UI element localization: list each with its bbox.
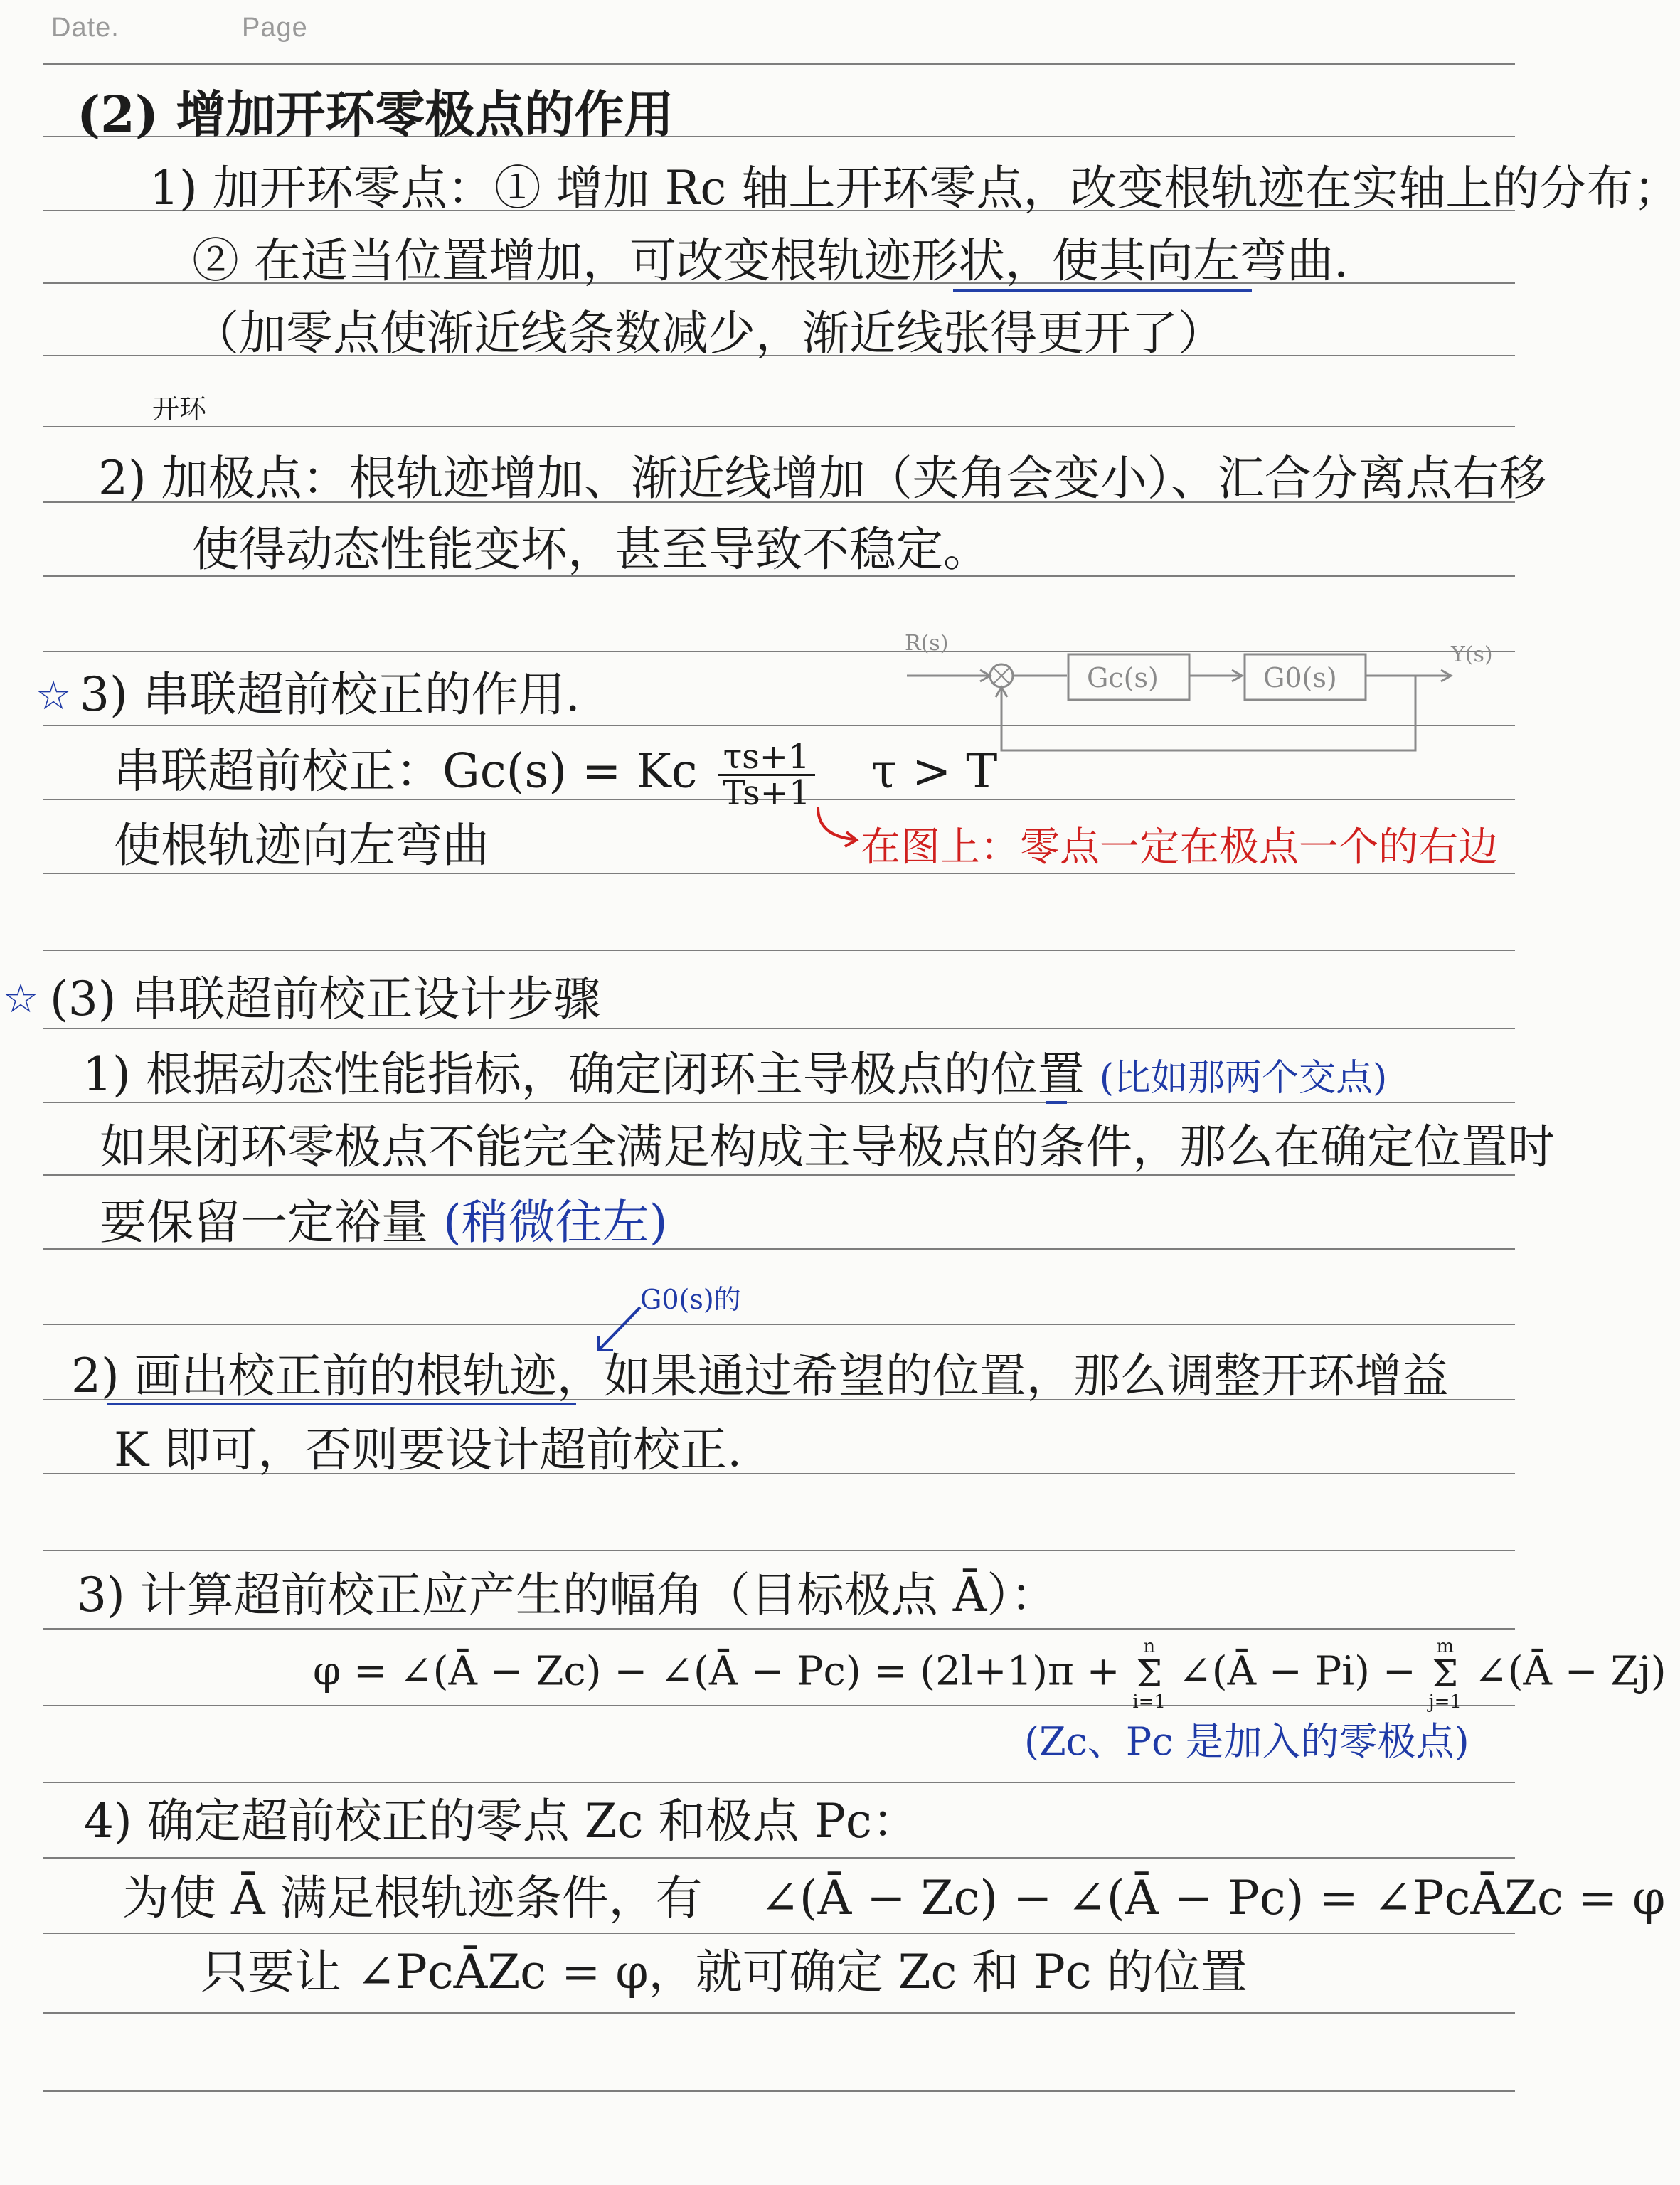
step1-line3	[100, 1195, 668, 1250]
section-3b-title: (3) 串联超前校正设计步骤	[50, 972, 601, 1026]
feedback-path	[1001, 676, 1415, 750]
item1-line2-a: ② 在适当位置增加，可改变根轨迹形状，	[192, 233, 1052, 288]
sum-m-bottom: j=1	[1428, 1691, 1462, 1713]
step1-line3-text: 要保留一定裕量	[100, 1195, 428, 1250]
step3-line1: 3) 计算超前校正应产生的幅角（目标极点 Ā）：	[77, 1568, 1058, 1622]
sum-n-top: n	[1143, 1636, 1156, 1657]
step2-line2: K 即可，否则要设计超前校正.	[114, 1423, 743, 1477]
fraction-denominator: Ts+1	[722, 773, 811, 813]
step3-equation	[313, 1637, 1666, 1711]
step1-line3-note: (稍微往左)	[442, 1195, 668, 1250]
item2-annotation: 开环	[152, 393, 207, 425]
step3-eq-b: ∠(Ā − Pi) −	[1178, 1648, 1416, 1695]
item1-line2: ② 在适当位置增加，可改变根轨迹形状，使其向左弯曲.	[192, 233, 1349, 288]
underline-left-bend	[953, 289, 1252, 292]
step4-line3: 只要让 ∠PcĀZc = φ，就可确定 Zc 和 Pc 的位置	[201, 1945, 1248, 1999]
section-3-title: 3) 串联超前校正的作用.	[80, 667, 580, 722]
lead-formula	[114, 737, 998, 813]
page-label: Page	[242, 13, 308, 43]
red-arrow-icon	[811, 804, 868, 854]
star-icon: ☆	[36, 673, 72, 719]
block-diagram	[903, 626, 1515, 782]
step4-line1: 4) 确定超前校正的零点 Zc 和极点 Pc：	[84, 1794, 919, 1849]
date-label: Date.	[51, 13, 119, 43]
item1-line3: （加零点使渐近线条数减少，渐近线张得更开了）	[192, 306, 1225, 361]
lead-note: 在图上：零点一定在极点一个的右边	[861, 824, 1498, 871]
item2-line1: 2) 加极点：根轨迹增加、渐近线增加（夹角会变小）、汇合分离点右移	[98, 451, 1546, 506]
sum-m-icon: m Σ j=1	[1428, 1636, 1462, 1713]
step4-line2-a: 为使 Ā 满足根轨迹条件，有	[122, 1871, 703, 1925]
step1-line1	[83, 1047, 1388, 1102]
underline-root-locus	[107, 1403, 576, 1405]
sum-n-icon: n Σ i=1	[1132, 1636, 1166, 1713]
lead-fraction	[718, 737, 815, 813]
step4-line2	[122, 1871, 1666, 1925]
step4-line2-b: ∠(Ā − Zc) − ∠(Ā − Pc) = ∠PcĀZc = φ	[760, 1871, 1666, 1925]
step3-eq-a: φ = ∠(Ā − Zc) − ∠(Ā − Pc) = (2l+1)π +	[313, 1648, 1120, 1695]
step2-line1	[71, 1349, 1449, 1403]
lead-condition: τ > T	[871, 743, 998, 799]
step1-line2: 如果闭环零极点不能完全满足构成主导极点的条件，那么在确定位置时	[100, 1120, 1555, 1174]
fraction-numerator: τs+1	[718, 740, 815, 776]
diagram-output-label: Y(s)	[1451, 642, 1493, 667]
lead-formula-prefix: 串联超前校正：Gc(s) = Kc	[114, 743, 698, 799]
step2-line1-b: ，如果通过希望的位置，那么调整开环增益	[556, 1349, 1449, 1403]
sum-m-top: m	[1436, 1636, 1455, 1657]
item2-line2: 使得动态性能变坏，甚至导致不稳定。	[192, 522, 990, 577]
star-icon: ☆	[3, 976, 39, 1022]
lead-effect: 使根轨迹向左弯曲	[114, 818, 489, 873]
section-2-title: (2) 增加开环零极点的作用	[77, 85, 674, 144]
step3-eq-c: ∠(Ā − Zj)	[1474, 1648, 1666, 1695]
item1-line2-b: 使其向左弯曲	[1051, 233, 1334, 288]
step2-annotation: G0(s)的	[640, 1284, 741, 1315]
block-g0-label: G0(s)	[1263, 662, 1337, 693]
item1-line1: 1) 加开环零点：① 增加 Rc 轴上开环零点，改变根轨迹在实轴上的分布；	[149, 161, 1680, 216]
step2-line1-a: 2) 画出校正前的根轨迹	[71, 1349, 557, 1403]
step1-note: (比如那两个交点)	[1099, 1057, 1388, 1100]
diagram-input-label: R(s)	[905, 631, 949, 656]
sum-n-bottom: i=1	[1132, 1691, 1166, 1713]
underline-position	[1046, 1101, 1067, 1104]
step1-line1-text: 1) 根据动态性能指标，确定闭环主导极点的位置	[83, 1047, 1085, 1102]
block-gc-label: Gc(s)	[1087, 662, 1159, 693]
step3-note: (Zc、Pc 是加入的零极点)	[1024, 1719, 1469, 1764]
